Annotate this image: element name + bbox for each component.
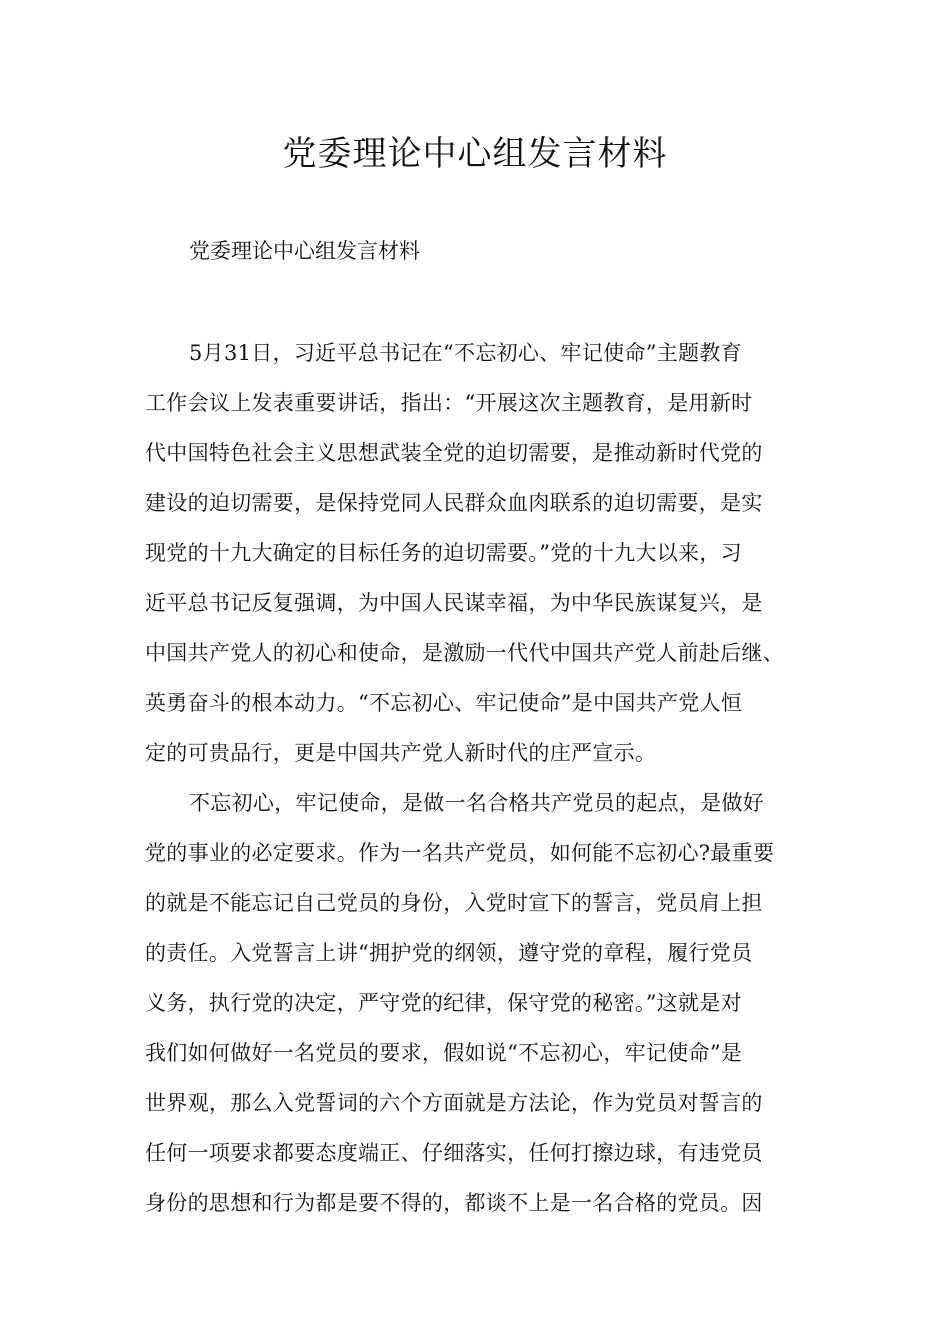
body-line: 的责任。入党誓言上讲“拥护党的纲领，遵守党的章程，履行党员 [145, 941, 753, 965]
body-line: 我们如何做好一名党员的要求，假如说“不忘初心，牢记使命”是 [145, 1041, 743, 1065]
body-line: 党的事业的必定要求。作为一名共产党员，如何能不忘初心?最重要 [145, 841, 775, 865]
body-line: 任何一项要求都要态度端正、仔细落实，任何打擦边球，有违党员 [145, 1141, 763, 1165]
body-line: 建设的迫切需要，是保持党同人民群众血肉联系的迫切需要，是实 [145, 491, 763, 515]
body-line: 世界观，那么入党誓词的六个方面就是方法论，作为党员对誓言的 [145, 1091, 763, 1115]
body-line: 义务，执行党的决定，严守党的纪律，保守党的秘密。”这就是对 [145, 991, 742, 1015]
body-line: 5月31日，习近平总书记在“不忘初心、牢记使命”主题教育 [189, 341, 742, 365]
document-title: 党委理论中心组发言材料 [282, 134, 668, 174]
body-line: 中国共产党人的初心和使命，是激励一代代中国共产党人前赴后继、 [145, 641, 784, 665]
body-line: 不忘初心，牢记使命，是做一名合格共产党员的起点，是做好 [189, 791, 765, 815]
document-subtitle: 党委理论中心组发言材料 [189, 239, 420, 263]
body-line: 现党的十九大确定的目标任务的迫切需要。”党的十九大以来，习 [145, 541, 742, 565]
body-line: 近平总书记反复强调，为中国人民谋幸福，为中华民族谋复兴，是 [145, 591, 763, 615]
body-line: 定的可贵品行，更是中国共产党人新时代的庄严宣示。 [145, 741, 657, 765]
document-body [145, 328, 813, 1228]
body-line: 身份的思想和行为都是要不得的，都谈不上是一名合格的党员。因 [145, 1191, 763, 1215]
body-line: 的就是不能忘记自己党员的身份，入党时宣下的誓言，党员肩上担 [145, 891, 763, 915]
body-line: 代中国特色社会主义思想武装全党的迫切需要，是推动新时代党的 [145, 441, 763, 465]
body-line: 英勇奋斗的根本动力。“不忘初心、牢记使命”是中国共产党人恒 [145, 691, 743, 715]
body-line: 工作会议上发表重要讲话，指出：“开展这次主题教育，是用新时 [145, 391, 753, 415]
